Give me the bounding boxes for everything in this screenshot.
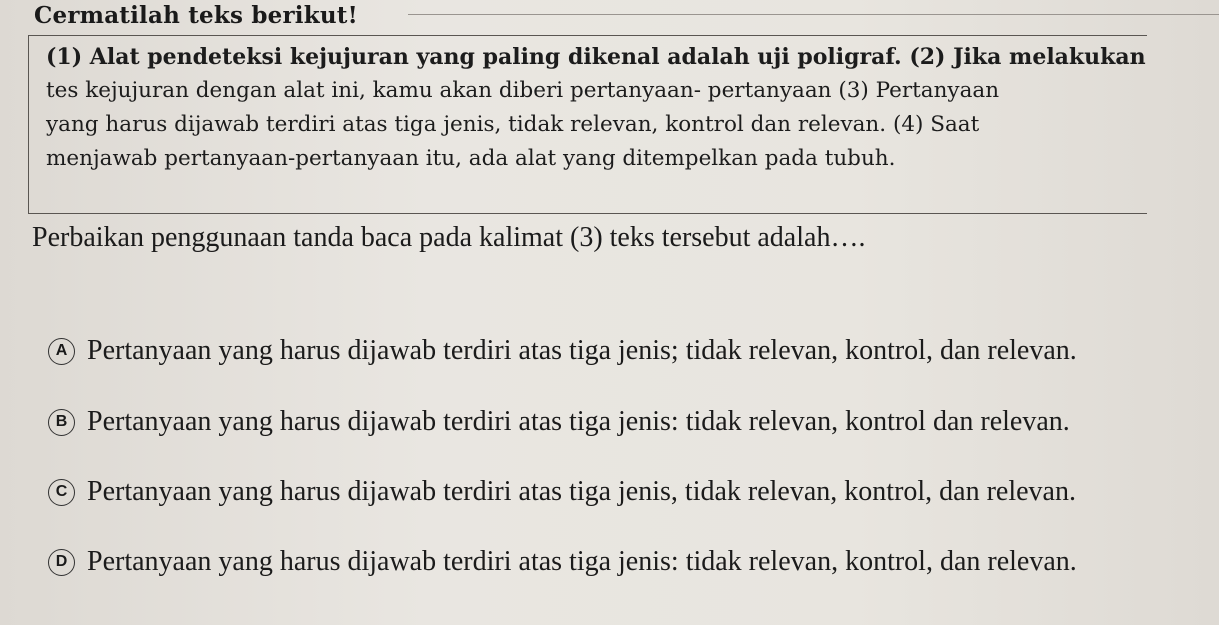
header-rule	[408, 14, 1219, 15]
passage-line: yang harus dijawab terdiri atas tiga jenis, tidak relevan, kontrol dan relevan. (4) Saat	[46, 112, 980, 137]
option-letter-b: B	[48, 409, 75, 436]
option-text-a: Pertanyaan yang harus dijawab terdiri atas tiga jenis; tidak relevan, kontrol, dan relevan.	[87, 335, 1077, 366]
passage-line: (1) Alat pendeteksi kejujuran yang paling dikenal adalah uji poligraf. (2) Jika melakukan	[46, 44, 1146, 70]
option-text-c: Pertanyaan yang harus dijawab terdiri atas tiga jenis, tidak relevan, kontrol, dan relevan.	[87, 476, 1076, 507]
option-letter-a: A	[48, 338, 75, 365]
option-b[interactable]	[48, 402, 1070, 442]
option-text-b: Pertanyaan yang harus dijawab terdiri atas tiga jenis: tidak relevan, kontrol dan relevan.	[87, 406, 1070, 437]
passage-line: tes kejujuran dengan alat ini, kamu akan diberi pertanyaan- pertanyaan (3) Pertanyaan	[46, 78, 1000, 103]
option-d[interactable]	[48, 542, 1077, 582]
option-c[interactable]	[48, 472, 1076, 512]
option-a[interactable]	[48, 331, 1077, 371]
option-letter-d: D	[48, 549, 75, 576]
option-text-d: Pertanyaan yang harus dijawab terdiri atas tiga jenis: tidak relevan, kontrol, dan relevan.	[87, 546, 1077, 577]
instruction-heading: Cermatilah teks berikut!	[34, 2, 358, 29]
question-text: Perbaikan penggunaan tanda baca pada kalimat (3) teks tersebut adalah….	[32, 222, 866, 253]
option-letter-c: C	[48, 479, 75, 506]
passage-box	[28, 35, 1147, 214]
passage-line: menjawab pertanyaan-pertanyaan itu, ada alat yang ditempelkan pada tubuh.	[46, 146, 896, 171]
